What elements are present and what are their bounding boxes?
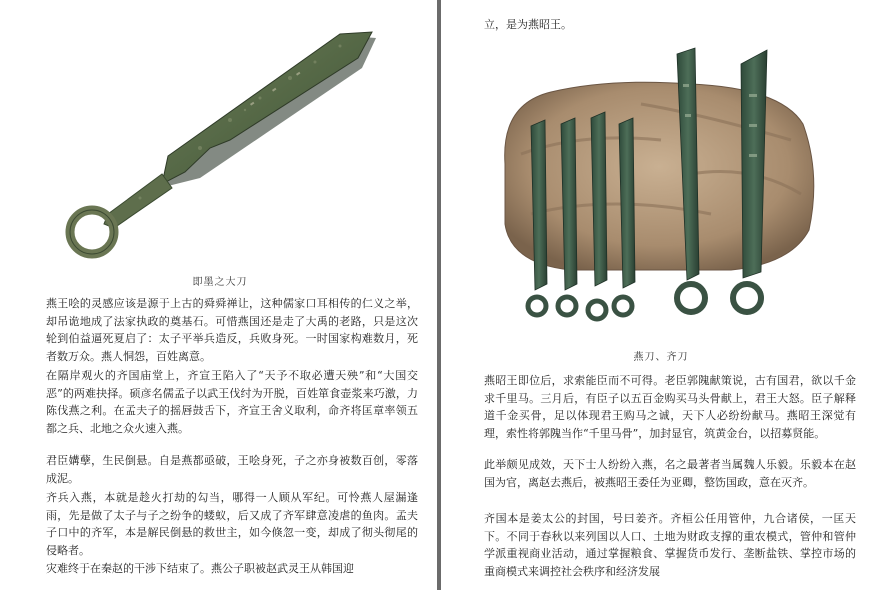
top-line: 立，是为燕昭王。 (484, 18, 572, 31)
paragraph-3: 齐国本是姜太公的封国，号曰姜齐。齐桓公任用管仲，九合诸侯，一匡天下。不同于春秋以来列国以人口、土地为财政支撑的重农模式，管仲和管仲学派重视商业活动，通过掌握粮食、掌握货币发行、垄断盐铁、掌控市场的重商模式来调控社会秩序和经济发展 (484, 512, 856, 578)
paragraph-4: 齐兵入燕，本就是趁火打劫的勾当，哪得一人顾从军纪。可怜燕人屋漏逢雨，先是做了太子与子之纷争的蝼蚁，后又成了齐军肆意凌虐的鱼肉。孟夫子口中的齐军，本是解民倒悬的救世主，如今倏忽一变，却成了彻头彻尾的侵略者。 (46, 491, 418, 557)
paragraph-2: 此举颇见成效，天下士人纷纷入燕，名之最著者当属魏人乐毅。乐毅本在赵国为官，离赵去燕后，被燕昭王委任为亚卿，整饬国政，意在灭齐。 (484, 458, 856, 489)
paragraph-1: 燕昭王即位后，求索能臣而不可得。老臣郭隗献策说，古有国君，欲以千金求千里马。三月后，有臣子以五百金购买马头骨献上，君王大怒。臣子解释道千金买骨，足以体现君王购马之诚，天下人必纷纷献马。燕昭王深觉有理，索性将郭隗当作“千里马骨”，加封显官，筑黄金台，以招募贤能。 (484, 374, 856, 440)
knife-coin-image (50, 28, 380, 263)
knife-coins-on-stone-image (491, 44, 831, 340)
figure-caption: 即墨之大刀 (192, 277, 248, 288)
paragraph-5: 灾难终于在秦赵的干涉下结束了。燕公子职被赵武灵王从韩国迎 (46, 562, 354, 575)
paragraph-2: 在隔岸观火的齐国庙堂上，齐宣王陷入了“天予不取必遭天殃”和“大国交恶”的两难抉择。硕彦名儒孟子以武王伐纣为开脱，百姓箪食壶浆来巧激，力陈伐燕之利。在孟夫子的摇唇鼓舌下，齐宣王舍义取利，命齐将匡章率领五都之兵、北地之众火速入燕。 (46, 369, 418, 435)
figure-caption: 燕刀、齐刀 (633, 352, 689, 363)
paragraph-1: 燕王哙的灵感应该是源于上古的舜舜禅让，这种儒家口耳相传的仁义之举，却吊诡地成了法家执政的奠基石。可惜燕国还是走了大禹的老路，只是这次轮到伯益逼死夏启了：太子平举兵造反，兵败身死。一时国家构难数月，死者数万众。燕人恫怨，百姓离意。 (46, 297, 418, 363)
left-page (0, 0, 437, 590)
paragraph-3: 君臣媾孽，生民倒悬。自是燕都亟破，王哙身死，子之亦身被数百创，零落成泥。 (46, 454, 418, 485)
right-page (441, 0, 878, 590)
